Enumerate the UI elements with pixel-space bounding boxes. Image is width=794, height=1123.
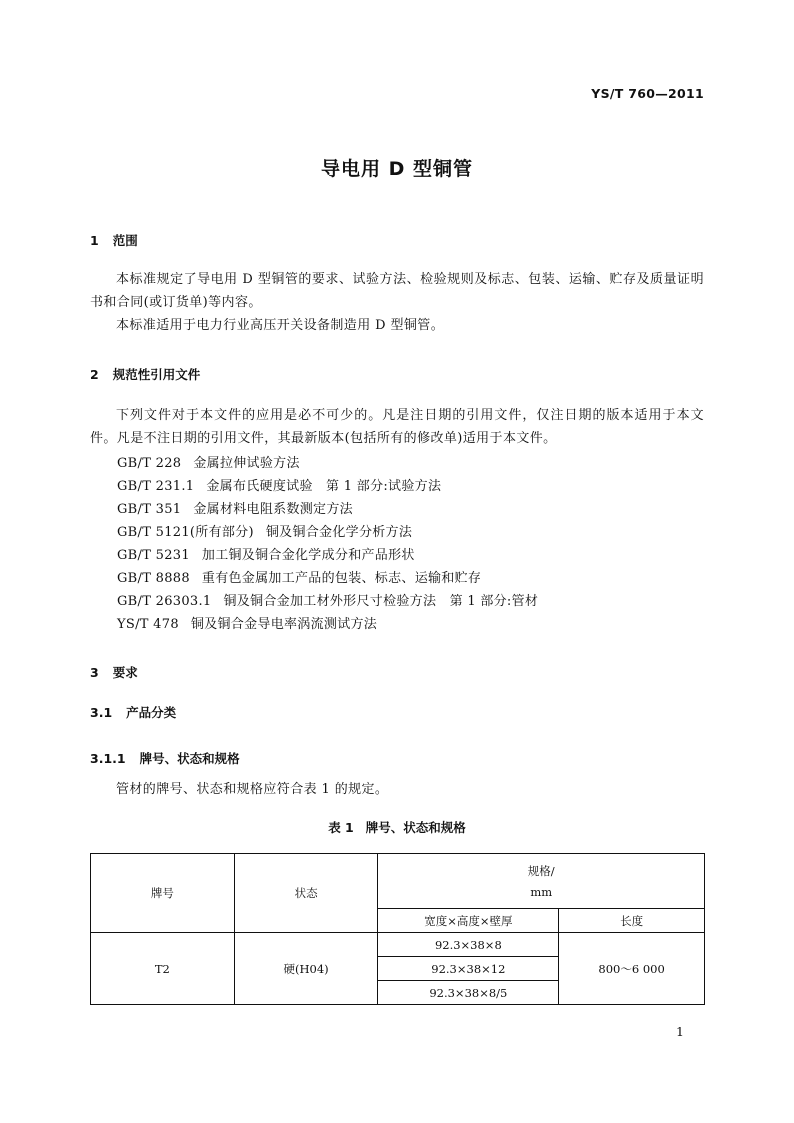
section-number: 1: [90, 233, 99, 248]
reference-code: GB/T 351: [117, 502, 182, 517]
document-title: 导电用 D 型铜管: [320, 158, 473, 180]
reference-code: GB/T 228: [117, 456, 182, 471]
section-2-heading: [90, 365, 200, 383]
section-1-heading: [90, 231, 138, 249]
section-3-1-1-heading: [90, 749, 240, 767]
grade-temper-spec-table: [90, 853, 705, 1005]
reference-item: [117, 475, 538, 498]
reference-list: [117, 452, 538, 636]
section-number: 2: [90, 367, 99, 382]
section-3-1-heading: [90, 703, 176, 721]
reference-item: [117, 567, 538, 590]
header-spec-label: 规格/: [527, 864, 555, 878]
reference-title: 加工铜及铜合金化学成分和产品形状: [201, 548, 415, 563]
section-title: 规范性引用文件: [112, 367, 201, 382]
reference-item: [117, 590, 538, 613]
section-title: 范围: [112, 233, 138, 248]
scope-paragraph-2: 本标准适用于电力行业高压开关设备制造用 D 型铜管。: [116, 318, 445, 333]
cell-grade: T2: [91, 933, 235, 1005]
cell-temper: 硬(H04): [234, 933, 378, 1005]
reference-code: GB/T 8888: [117, 571, 190, 586]
reference-title: 金属布氏硬度试验 第 1 部分:试验方法: [206, 479, 442, 494]
section-number: 3.1: [90, 705, 113, 720]
page-number: 1: [676, 1024, 684, 1039]
reference-title: 金属拉伸试验方法: [193, 456, 300, 471]
section-title: 产品分类: [126, 705, 177, 720]
reference-code: GB/T 5121(所有部分): [117, 525, 254, 540]
header-spec: [378, 854, 705, 909]
reference-title: 铜及铜合金导电率涡流测试方法: [190, 617, 378, 632]
reference-item: [117, 521, 538, 544]
header-spec-unit: mm: [530, 885, 553, 899]
header-length: 长度: [559, 909, 705, 933]
cell-dimension: 92.3×38×8/5: [378, 981, 559, 1005]
reference-item: [117, 498, 538, 521]
classification-paragraph: 管材的牌号、状态和规格应符合表 1 的规定。: [116, 782, 389, 797]
section-title: 要求: [112, 665, 138, 680]
table-number: 表 1: [328, 820, 354, 835]
table-row: [91, 933, 705, 957]
cell-dimension: 92.3×38×8: [378, 933, 559, 957]
standard-code: YS/T 760—2011: [591, 86, 704, 101]
reference-title: 金属材料电阻系数测定方法: [193, 502, 353, 517]
reference-title: 铜及铜合金加工材外形尺寸检验方法 第 1 部分:管材: [223, 594, 539, 609]
reference-item: [117, 452, 538, 475]
reference-code: GB/T 5231: [117, 548, 190, 563]
reference-code: YS/T 478: [117, 617, 179, 632]
section-number: 3: [90, 665, 99, 680]
section-title: 牌号、状态和规格: [139, 751, 240, 766]
reference-code: GB/T 26303.1: [117, 594, 212, 609]
reference-item: [117, 544, 538, 567]
table-caption: [0, 818, 794, 836]
reference-code: GB/T 231.1: [117, 479, 195, 494]
section-number: 3.1.1: [90, 751, 126, 766]
scope-paragraph-1: 本标准规定了导电用 D 型铜管的要求、试验方法、检验规则及标志、包装、运输、贮存及质量证明书和合同(或订货单)等内容。: [90, 272, 704, 310]
header-grade: 牌号: [91, 854, 235, 933]
reference-item: [117, 613, 538, 636]
reference-title: 铜及铜合金化学分析方法: [265, 525, 413, 540]
references-intro: 下列文件对于本文件的应用是必不可少的。凡是注日期的引用文件，仅注日期的版本适用于本文件。凡是不注日期的引用文件，其最新版本(包括所有的修改单)适用于本文件。: [90, 408, 704, 446]
cell-length: 800～6 000: [559, 933, 705, 1005]
cell-dimension: 92.3×38×12: [378, 957, 559, 981]
header-temper: 状态: [234, 854, 378, 933]
header-dimensions: 宽度×高度×壁厚: [378, 909, 559, 933]
section-3-heading: [90, 663, 138, 681]
reference-title: 重有色金属加工产品的包装、标志、运输和贮存: [201, 571, 482, 586]
table-title: 牌号、状态和规格: [365, 820, 466, 835]
